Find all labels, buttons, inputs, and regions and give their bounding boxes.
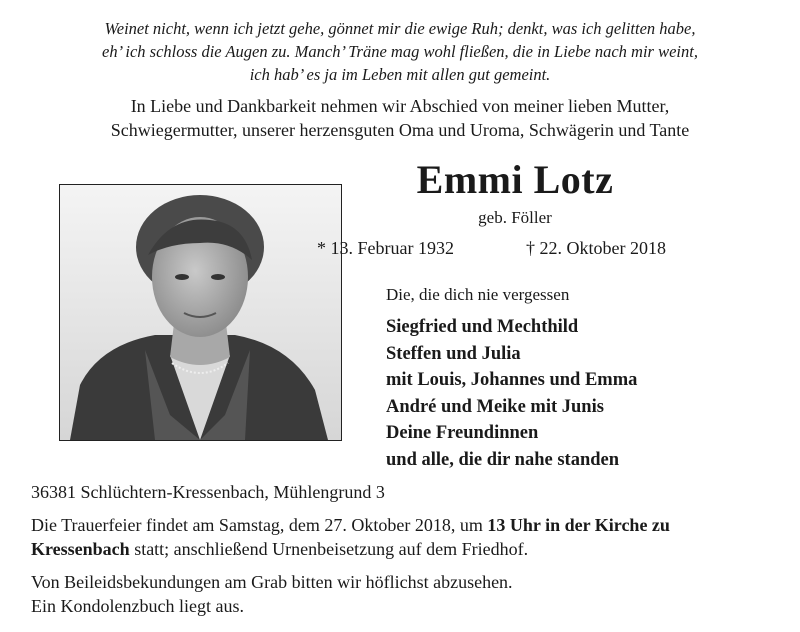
- ceremony-line-1: [31, 513, 781, 537]
- closing-notes: [31, 570, 513, 618]
- mourner-entry: Deine Freundinnen: [386, 423, 539, 443]
- mourners-list: [386, 314, 637, 473]
- mourner-entry: Steffen und Julia: [386, 343, 521, 364]
- poem-line: eh’ ich schloss die Augen zu. Manch’ Träne mag wohl fließen, die in Liebe nach mir weint,: [102, 42, 698, 61]
- ceremony-time-place: 13 Uhr in der Kirche zu: [487, 515, 670, 535]
- poem-line: ich hab’ es ja im Leben mit allen gut gemeint.: [249, 65, 551, 84]
- intro-line: Schwiegermutter, unserer herzensguten Oma und Uroma, Schwägerin und Tante: [110, 120, 690, 140]
- ceremony-text: Die Trauerfeier findet am Samstag, dem 27. Oktober 2018, um: [31, 515, 488, 535]
- birth-date: * 13. Februar 1932: [317, 238, 454, 258]
- ceremony-line-2: [31, 537, 781, 561]
- poem-line: Weinet nicht, wenn ich jetzt gehe, gönnet mir die ewige Ruh; denkt, was ich gelitten habe,: [104, 19, 696, 38]
- mourners-intro: Die, die dich nie vergessen: [386, 285, 570, 304]
- mourner-entry: und alle, die dir nahe standen: [386, 449, 620, 470]
- intro-line: In Liebe und Dankbarkeit nehmen wir Abschied von meiner lieben Mutter,: [130, 96, 670, 116]
- death-date: † 22. Oktober 2018: [526, 238, 666, 258]
- deceased-name: Emmi Lotz: [416, 157, 614, 202]
- portrait-image: [60, 185, 341, 440]
- ceremony-text-continued: statt; anschließend Urnenbeisetzung auf dem Friedhof.: [129, 539, 529, 559]
- address: 36381 Schlüchtern-Kressenbach, Mühlengrund 3: [31, 482, 385, 502]
- maiden-name: geb. Föller: [478, 208, 552, 227]
- ceremony-info: [31, 513, 781, 561]
- mourner-entry: Siegfried und Mechthild: [386, 317, 579, 337]
- mourner-entry: mit Louis, Johannes und Emma: [386, 370, 638, 390]
- note-line: Von Beileidsbekundungen am Grab bitten wir höflichst abzusehen.: [31, 572, 513, 592]
- intro-text: [0, 94, 800, 142]
- mourner-entry: André und Meike mit Junis: [386, 396, 604, 417]
- poem: [0, 17, 800, 86]
- ceremony-location: Kressenbach: [31, 539, 130, 559]
- portrait-photo: [59, 184, 342, 441]
- note-line: Ein Kondolenzbuch liegt aus.: [31, 596, 244, 616]
